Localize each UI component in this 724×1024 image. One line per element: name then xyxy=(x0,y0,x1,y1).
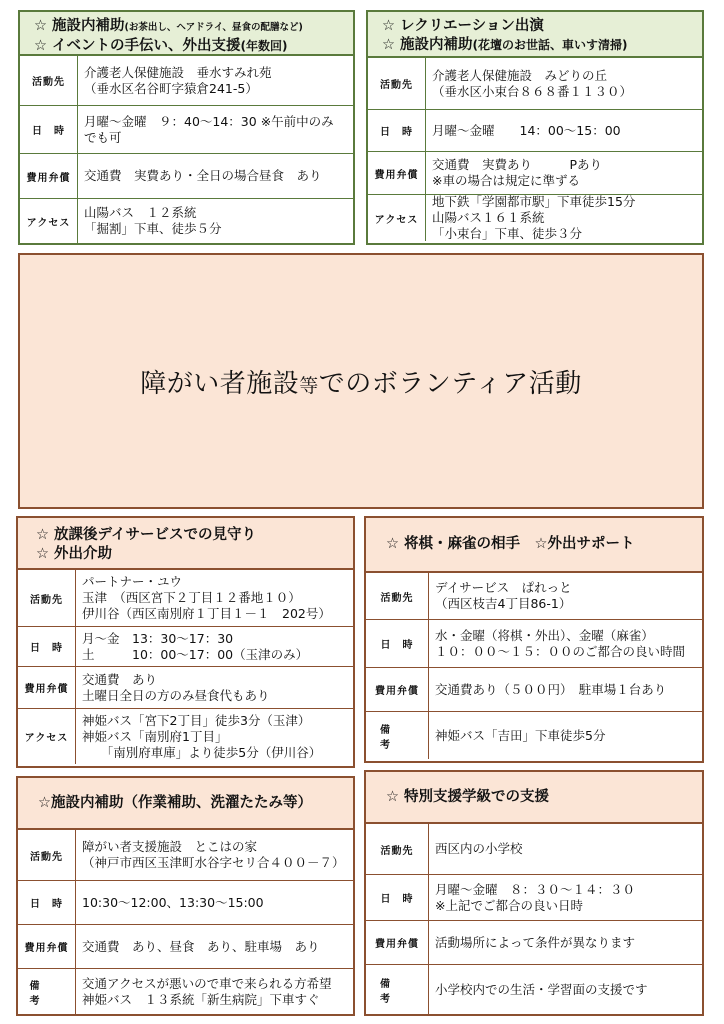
place-label: 活動先 xyxy=(366,573,429,619)
place-row xyxy=(18,570,353,626)
header-title: ☆ レクリエーション出演 xyxy=(382,18,544,34)
value-line: ※車の場合は規定に準ずる xyxy=(432,173,580,188)
value-line: 交通費 あり xyxy=(82,671,158,687)
card-header xyxy=(18,518,353,570)
access-row xyxy=(368,194,702,241)
value-line: 玉津 （西区宮下２丁目１２番地１０） xyxy=(82,590,301,605)
datetime-label: 日 時 xyxy=(18,881,76,924)
access-value xyxy=(78,199,353,243)
cost-value xyxy=(429,668,702,711)
datetime-label: 日 時 xyxy=(368,110,426,151)
volunteer-card-partner-yu xyxy=(16,516,355,768)
value-line: 月曜～金曜 ９：40～14：30 ※午前中のみ xyxy=(84,113,334,129)
datetime-label: 日 時 xyxy=(18,627,76,666)
header-title: ☆ イベントの手伝い、外出支援 xyxy=(34,38,241,54)
value-line: 月～金 13：30～17：30 xyxy=(82,630,234,646)
value-line: 山陽バス１６１系統 xyxy=(432,210,545,225)
card-header xyxy=(20,12,353,56)
cost-value xyxy=(76,667,353,708)
cost-label: 費用弁償 xyxy=(20,154,78,198)
place-row xyxy=(20,56,353,105)
access-row xyxy=(20,198,353,243)
note-row xyxy=(18,968,353,1014)
value-line: ※上記でご都合の良い日時 xyxy=(435,897,583,913)
note-row xyxy=(366,711,702,759)
place-row xyxy=(366,824,702,874)
note-value xyxy=(429,965,702,1014)
access-label: アクセス xyxy=(368,195,426,241)
datetime-row xyxy=(20,105,353,153)
datetime-value xyxy=(76,881,353,924)
cost-row xyxy=(366,920,702,964)
datetime-label: 日 時 xyxy=(366,875,429,920)
value-line: （垂水区小束台８６８番１１３０） xyxy=(432,83,633,99)
datetime-value xyxy=(78,106,353,153)
value-line: 「掘割」下車、徒歩５分 xyxy=(84,221,222,236)
cost-row xyxy=(18,924,353,968)
access-label: アクセス xyxy=(20,199,78,243)
note-value xyxy=(429,712,702,759)
cost-value xyxy=(429,921,702,964)
volunteer-card-paretto xyxy=(364,516,704,763)
datetime-row xyxy=(18,626,353,666)
note-label: 備 考 xyxy=(18,969,76,1014)
datetime-value xyxy=(429,620,702,667)
cost-label: 費用弁償 xyxy=(18,667,76,708)
value-line: 交通費あり（５００円） 駐車場１台あり xyxy=(435,681,667,697)
access-label: アクセス xyxy=(18,709,76,764)
place-value xyxy=(76,830,353,880)
header-title: ☆ 外出介助 xyxy=(36,546,113,562)
volunteer-card-tokohanoie xyxy=(16,776,355,1016)
value-line: 神姫バス「吉田」下車徒歩5分 xyxy=(435,727,606,743)
cost-label: 費用弁償 xyxy=(18,925,76,968)
place-value xyxy=(76,570,353,626)
value-line: 交通費 実費あり Pあり xyxy=(432,157,603,172)
value-line: １０：００～１５：００のご都合の良い時間 xyxy=(435,643,686,659)
place-value xyxy=(426,58,702,109)
value-line: （垂水区名谷町字猿倉241-5） xyxy=(84,80,258,96)
cost-row xyxy=(368,151,702,194)
place-label: 活動先 xyxy=(18,830,76,880)
value-line: （西区枝吉4丁目86-1） xyxy=(435,596,572,611)
value-line: 土曜日全日の方のみ昼食代もあり xyxy=(82,687,270,703)
datetime-label: 日 時 xyxy=(20,106,78,153)
value-line: 土 10：00～17：00（玉津のみ） xyxy=(82,646,309,662)
cost-value xyxy=(78,154,353,198)
value-line: 交通費 実費あり・全日の場合昼食 あり xyxy=(84,168,322,183)
place-value xyxy=(429,824,702,874)
place-label: 活動先 xyxy=(18,570,76,626)
note-row xyxy=(366,964,702,1014)
value-line: 交通アクセスが悪いので車で来られる方希望 xyxy=(82,975,332,991)
value-line: 活動場所によって条件が異なります xyxy=(435,934,636,950)
value-line: 水・金曜（将棋・外出）、金曜（麻雀） xyxy=(435,627,654,643)
value-line: 西区内の小学校 xyxy=(435,841,523,856)
place-label: 活動先 xyxy=(20,56,78,105)
value-line: パートナー・ユウ xyxy=(82,574,183,589)
value-line: デイサービス ぱれっと xyxy=(435,580,572,595)
value-line: でも可 xyxy=(84,129,122,145)
value-line: 障がい者支援施設 とこはの家 xyxy=(82,839,258,854)
card-header xyxy=(18,778,353,830)
card-header xyxy=(366,518,702,573)
cost-label: 費用弁償 xyxy=(366,921,429,964)
note-value xyxy=(76,969,353,1014)
datetime-row xyxy=(18,880,353,924)
place-label: 活動先 xyxy=(366,824,429,874)
datetime-value xyxy=(426,110,702,151)
datetime-row xyxy=(368,109,702,151)
cost-label: 費用弁償 xyxy=(368,152,426,194)
value-line: 「南別府車庫」より徒歩5分（伊川谷） xyxy=(82,744,322,760)
header-title: ☆ 施設内補助 xyxy=(34,18,125,34)
header-title: ☆ 放課後デイサービスでの見守り xyxy=(36,527,257,543)
volunteer-card-midorinooka xyxy=(366,10,704,245)
value-line: 神姫バス １３系統「新生病院」下車すぐ xyxy=(82,991,320,1007)
value-line: 小学校内での生活・学習面の支援です xyxy=(435,981,648,997)
access-row xyxy=(18,708,353,764)
header-note: (年数回) xyxy=(240,39,288,53)
datetime-row xyxy=(366,619,702,667)
value-line: 山陽バス １２系統 xyxy=(84,205,197,220)
cost-value xyxy=(426,152,702,194)
datetime-value xyxy=(76,627,353,666)
header-note: (花壇のお世話、車いす清掃) xyxy=(472,38,628,52)
value-line: 「小束台」下車、徒歩３分 xyxy=(432,226,583,241)
note-label: 備 考 xyxy=(366,712,429,759)
volunteer-card-sumiregaen xyxy=(18,10,355,245)
value-line: 10:30～12:00、13:30～15:00 xyxy=(82,894,264,910)
note-label: 備 考 xyxy=(366,965,429,1014)
cost-label: 費用弁償 xyxy=(366,668,429,711)
card-header xyxy=(366,772,702,824)
value-line: 神姫バス「宮下2丁目」徒歩3分（玉津） xyxy=(82,712,311,728)
volunteer-card-special-class xyxy=(364,770,704,1016)
value-line: 伊川谷（西区南別府１丁目１－１ 202号） xyxy=(82,606,331,621)
place-row xyxy=(368,58,702,109)
value-line: 介護老人保健施設 垂水すみれ苑 xyxy=(84,64,272,80)
cost-row xyxy=(18,666,353,708)
section-banner xyxy=(18,253,704,509)
header-title: ☆施設内補助（作業補助、洗濯たたみ等） xyxy=(38,794,312,811)
header-note: (お茶出し、ヘアドライ、昼食の配膳など) xyxy=(124,22,303,33)
access-value xyxy=(426,195,702,241)
place-row xyxy=(366,573,702,619)
value-line: 交通費 あり、昼食 あり、駐車場 あり xyxy=(82,938,320,954)
access-value xyxy=(76,709,353,764)
value-line: （神戸市西区玉津町水谷字セリ合４００－７） xyxy=(82,855,345,870)
header-title: ☆ 将棋・麻雀の相手 ☆外出サポート xyxy=(386,536,635,552)
place-value xyxy=(429,573,702,619)
place-label: 活動先 xyxy=(368,58,426,109)
value-line: 月曜～金曜 ８：３０～１４：３０ xyxy=(435,881,636,897)
cost-row xyxy=(20,153,353,198)
value-line: 神姫バス「南別府1丁目」 xyxy=(82,728,228,744)
datetime-label: 日 時 xyxy=(366,620,429,667)
card-header xyxy=(368,12,702,58)
header-title: ☆ 施設内補助 xyxy=(382,37,473,53)
value-line: 月曜～金曜 14：00～15：00 xyxy=(432,122,621,138)
section-title: 障がい者施設等でのボランティア活動 xyxy=(140,368,582,399)
place-row xyxy=(18,830,353,880)
datetime-value xyxy=(429,875,702,920)
cost-value xyxy=(76,925,353,968)
datetime-row xyxy=(366,874,702,920)
place-value xyxy=(78,56,353,105)
header-title: ☆ 特別支援学級での支援 xyxy=(386,788,550,805)
value-line: 地下鉄「学園都市駅」下車徒歩15分 xyxy=(432,194,636,209)
value-line: 介護老人保健施設 みどりの丘 xyxy=(432,67,608,83)
cost-row xyxy=(366,667,702,711)
